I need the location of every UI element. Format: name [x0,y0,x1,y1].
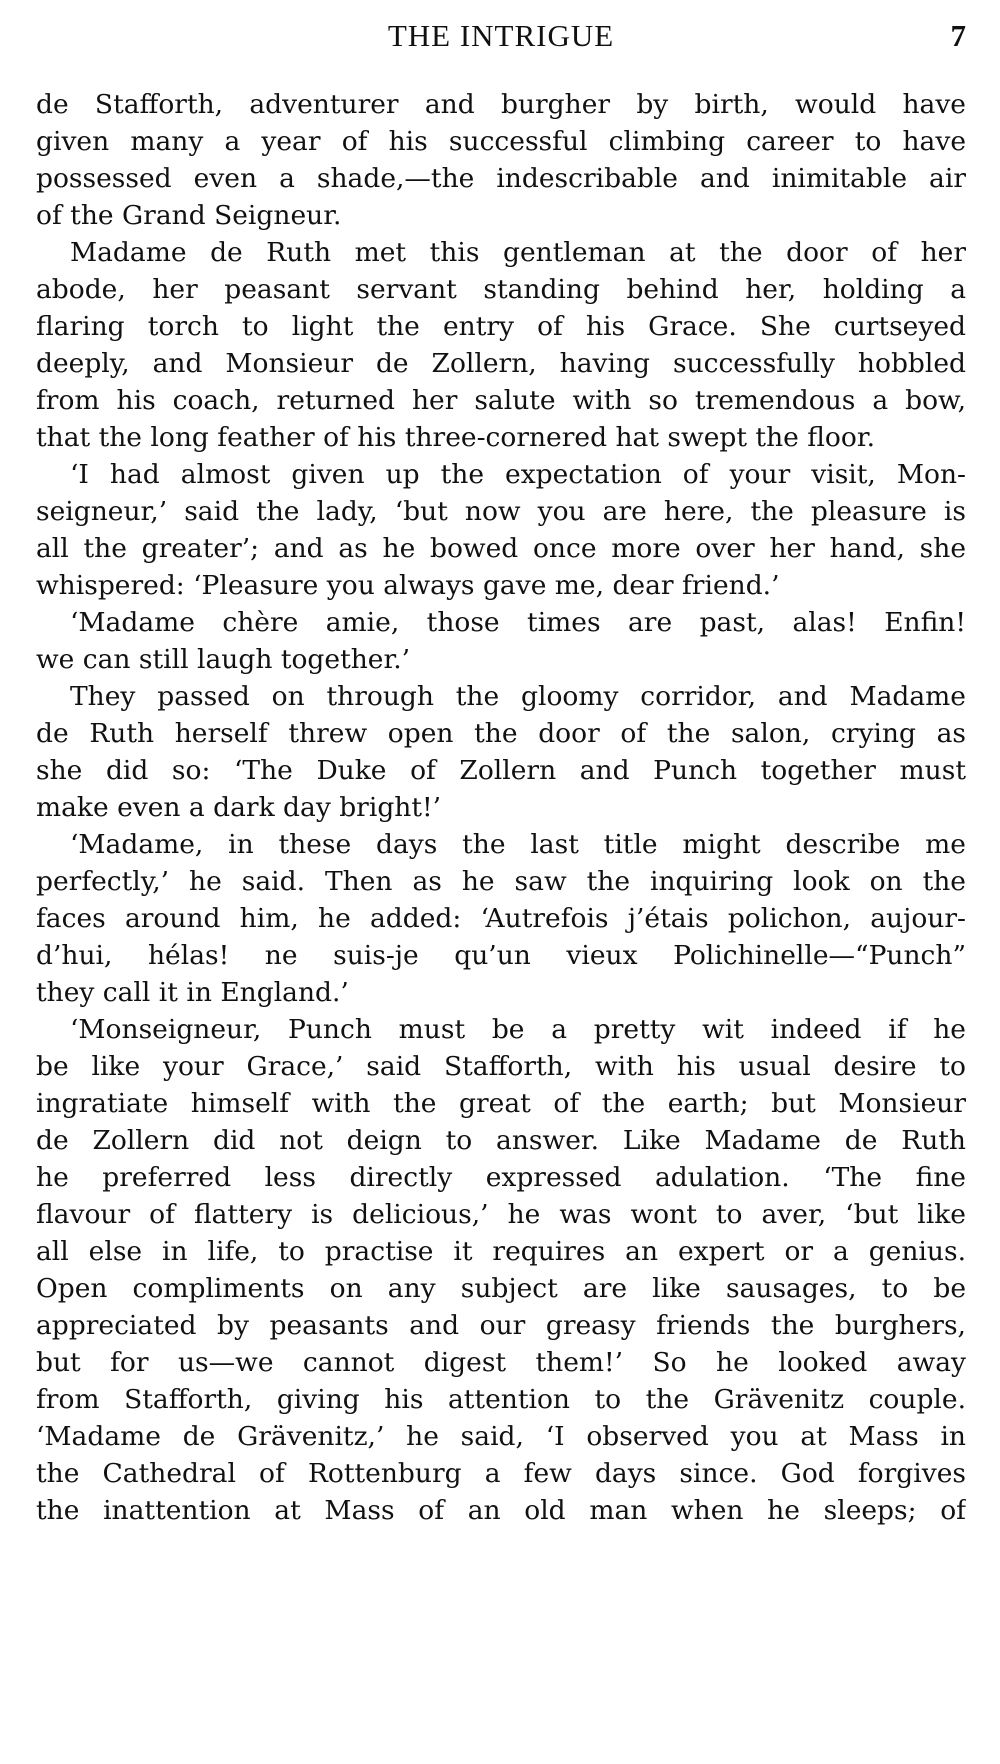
text-line: of the Grand Seigneur. [36,200,342,231]
text-line: possessed even a shade,—the indescribable and inimitable air [36,163,966,194]
text-line: the Cathedral of Rottenburg a few days since. God forgives [36,1458,966,1489]
text-line: they call it in England.’ [36,977,349,1008]
text-line: They passed on through the gloomy corridor, and Madame [70,681,966,712]
text-line: ingratiate himself with the great of the earth; but Monsieur [36,1088,966,1119]
text-line: from his coach, returned her salute with so tremendous a bow, [36,385,966,416]
text-line: be like your Grace,’ said Stafforth, with his usual desire to [36,1051,966,1082]
text-line: faces around him, he added: ‘Autrefois j’étais polichon, aujour- [36,903,966,934]
text-line: she did so: ‘The Duke of Zollern and Punch together must [36,755,966,786]
running-head [36,16,966,56]
text-line: flaring torch to light the entry of his Grace. She curtseyed [36,311,966,342]
text-line: de Zollern did not deign to answer. Like Madame de Ruth [36,1125,966,1156]
text-line: d’hui, hélas! ne suis-je qu’un vieux Polichinelle—“Punch” [36,940,966,971]
text-line: ‘I had almost given up the expectation of your visit, Mon- [70,459,966,490]
text-line: all the greater’; and as he bowed once more over her hand, she [36,533,966,564]
text-line: ‘Madame de Grävenitz,’ he said, ‘I observed you at Mass in [36,1421,966,1452]
text-line: abode, her peasant servant standing behind her, holding a [36,274,966,305]
text-line: he preferred less directly expressed adulation. ‘The fine [36,1162,966,1193]
text-line: given many a year of his successful climbing career to have [36,126,966,157]
text-line: ‘Madame chère amie, those times are past, alas! Enfin! [70,607,966,638]
text-line: perfectly,’ he said. Then as he saw the inquiring look on the [36,866,966,897]
text-line: we can still laugh together.’ [36,644,411,675]
text-line: appreciated by peasants and our greasy friends the burghers, [36,1310,966,1341]
text-line: ‘Madame, in these days the last title might describe me [70,829,966,860]
text-line: Open compliments on any subject are like sausages, to be [36,1273,966,1304]
page-number: 7 [950,18,966,53]
text-line: de Ruth herself threw open the door of the salon, crying as [36,718,966,749]
text-line: de Stafforth, adventurer and burgher by birth, would have [36,89,966,120]
text-line: seigneur,’ said the lady, ‘but now you are here, the pleasure is [36,496,966,527]
text-line: the inattention at Mass of an old man when he sleeps; of [36,1495,966,1526]
text-line: from Stafforth, giving his attention to the Grävenitz couple. [36,1384,966,1415]
text-line: flavour of flattery is delicious,’ he was wont to aver, ‘but like [36,1199,966,1230]
running-title: THE INTRIGUE [387,18,615,53]
text-line: ‘Monseigneur, Punch must be a pretty wit indeed if he [70,1014,966,1045]
text-line: whispered: ‘Pleasure you always gave me, dear friend.’ [36,570,780,601]
body-text [36,86,966,1529]
text-line: deeply, and Monsieur de Zollern, having successfully hobbled [36,348,966,379]
text-line: all else in life, to practise it requires an expert or a genius. [36,1236,966,1267]
text-line: but for us—we cannot digest them!’ So he looked away [36,1347,966,1378]
text-line: that the long feather of his three-cornered hat swept the floor. [36,422,876,453]
text-line: Madame de Ruth met this gentleman at the door of her [70,237,966,268]
text-line: make even a dark day bright!’ [36,792,442,823]
